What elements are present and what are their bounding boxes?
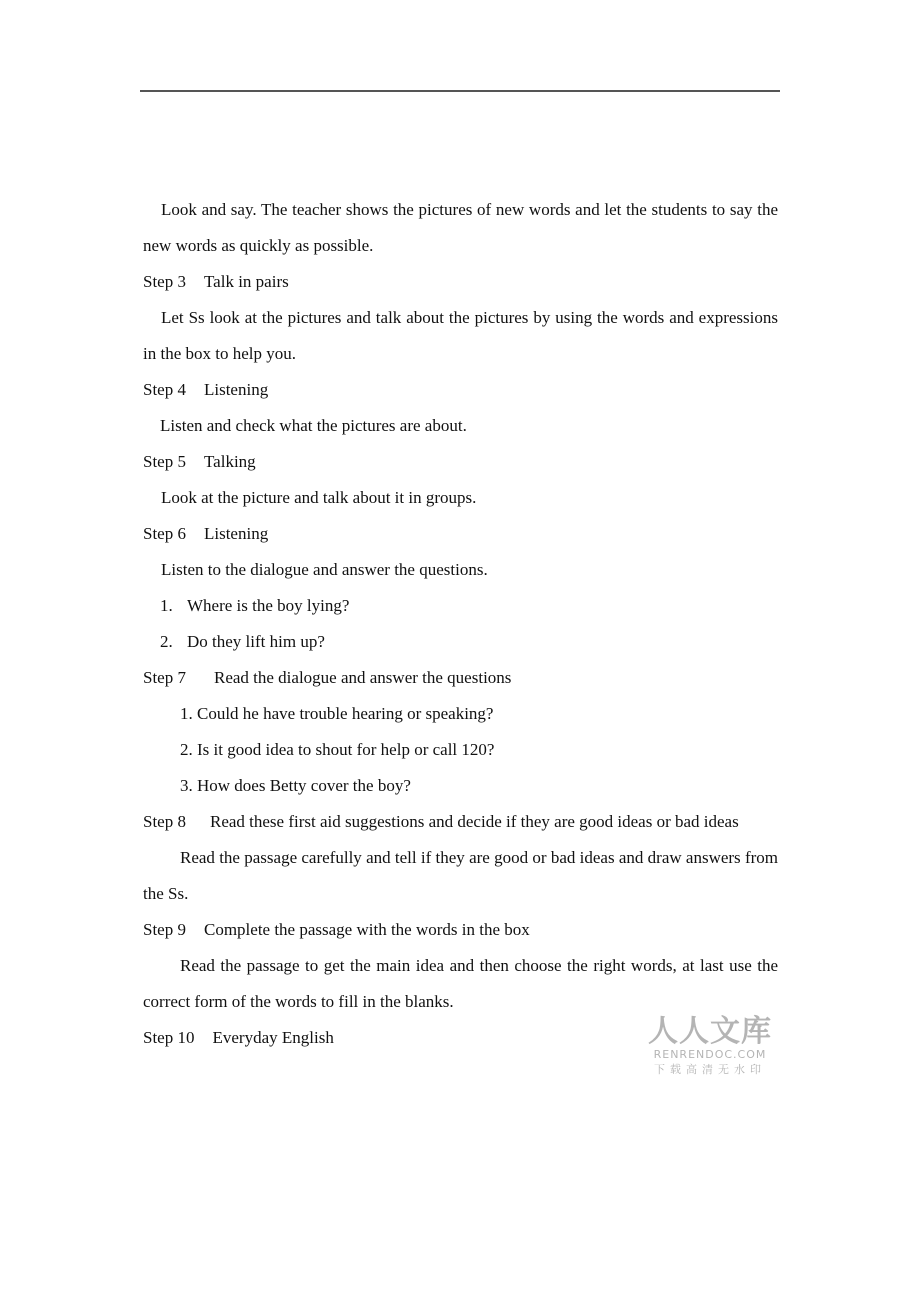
step-7-question-1: 1. Could he have trouble hearing or speaking? [180, 704, 494, 723]
document-body [143, 192, 778, 1056]
step-label: Step 9 [143, 920, 186, 939]
step-6-question-2 [143, 624, 778, 660]
question-text: Do they lift him up? [187, 632, 325, 651]
step-title: Talk in pairs [203, 272, 289, 291]
step-title: Talking [203, 452, 256, 471]
question-number: 2. [160, 632, 173, 651]
watermark-main: 人人文库 [648, 1014, 772, 1049]
step-label: Step 7 [143, 668, 186, 687]
step-6-heading [143, 516, 778, 552]
step-9-heading [143, 912, 778, 948]
step-title: Everyday English [212, 1028, 334, 1047]
step-4-body: Listen and check what the pictures are about. [160, 416, 467, 435]
step-8-body: Read the passage carefully and tell if they are good or bad ideas and draw answers from the Ss. [143, 848, 778, 903]
step-title: Complete the passage with the words in the box [203, 920, 530, 939]
question-text: Where is the boy lying? [187, 596, 350, 615]
step-4-heading [143, 372, 778, 408]
step-7-heading [143, 660, 778, 696]
step-title: Read the dialogue and answer the questions [213, 668, 512, 687]
step-3-body: Let Ss look at the pictures and talk about the pictures by using the words and expressions in the box to help you. [143, 308, 778, 363]
intro-paragraph: Look and say. The teacher shows the pictures of new words and let the students to say the new words as quickly as possible. [143, 200, 778, 255]
step-9-body: Read the passage to get the main idea and then choose the right words, at last use the correct form of the words to fill in the blanks. [143, 956, 778, 1011]
step-3-heading [143, 264, 778, 300]
step-6-body: Listen to the dialogue and answer the questions. [161, 560, 488, 579]
step-6-question-1 [143, 588, 778, 624]
watermark-subtitle: 下载高清无水印 [654, 1063, 766, 1076]
step-title: Listening [203, 524, 269, 543]
step-title: Read these first aid suggestions and decide if they are good ideas or bad ideas [209, 812, 739, 831]
step-title: Listening [203, 380, 269, 399]
header-rule [140, 90, 780, 92]
question-number: 1. [160, 596, 173, 615]
step-label: Step 10 [143, 1028, 195, 1047]
step-7-question-2: 2. Is it good idea to shout for help or call 120? [180, 740, 495, 759]
watermark-logo [646, 1016, 774, 1078]
step-8-heading [143, 804, 778, 840]
step-5-body: Look at the picture and talk about it in groups. [161, 488, 477, 507]
step-label: Step 6 [143, 524, 186, 543]
step-label: Step 5 [143, 452, 186, 471]
step-label: Step 3 [143, 272, 186, 291]
step-5-heading [143, 444, 778, 480]
step-7-question-3: 3. How does Betty cover the boy? [180, 776, 411, 795]
step-label: Step 8 [143, 812, 186, 831]
step-label: Step 4 [143, 380, 186, 399]
watermark-url: RENRENDOC.COM [653, 1048, 767, 1061]
